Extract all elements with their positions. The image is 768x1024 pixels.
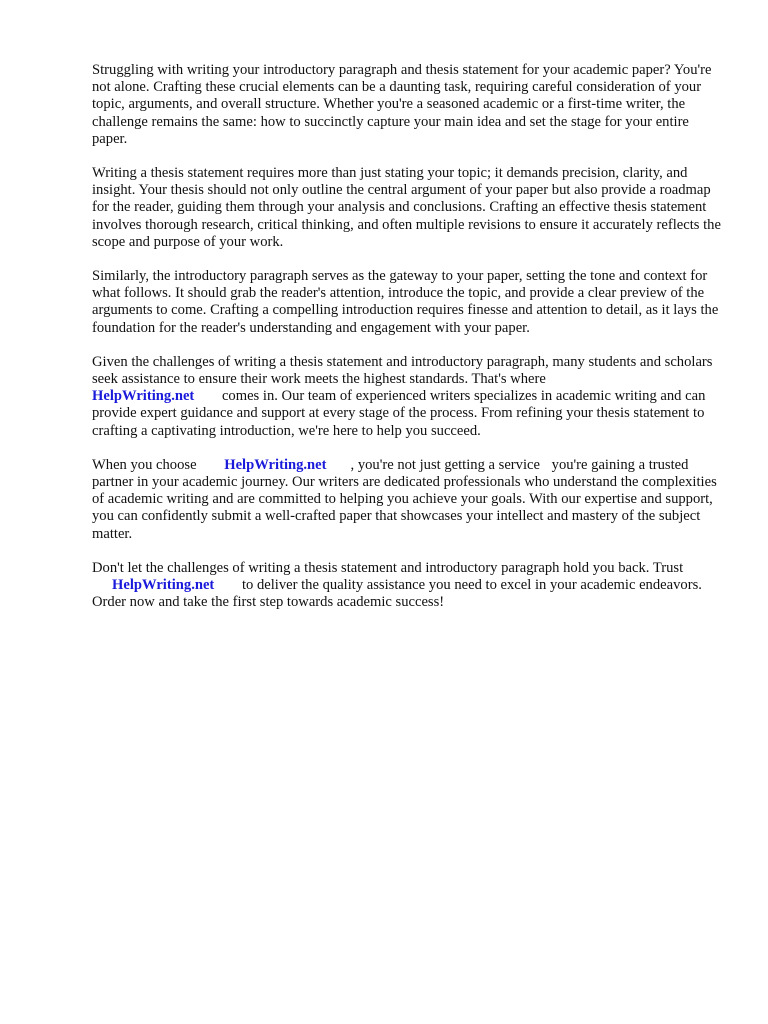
- paragraph-closing: [92, 560, 726, 612]
- paragraph-intro-text: Struggling with writing your introductory paragraph and thesis statement for your academic paper? You're not alone. Crafting these crucial elements can be a daunting task, requiring careful consideration of your topic, arguments, and overall structure. Whether you're a seasoned academic or a first-time writer, the challenge remains the same: how to succinctly capture your main idea and set the stage for your entire paper.: [92, 62, 712, 147]
- helpwriting-link[interactable]: HelpWriting.net: [112, 577, 215, 594]
- paragraph-choose: [92, 457, 726, 543]
- paragraph-choose-text-mid: , you're not just getting a service: [350, 456, 540, 473]
- paragraph-intro: [92, 62, 726, 148]
- paragraph-closing-text-after: to deliver the quality assistance you need to excel in your academic endeavors. Order now and take the first step towards academic success!: [92, 577, 702, 611]
- paragraph-assistance-text-before: Given the challenges of writing a thesis statement and introductory paragraph, many students and scholars seek assistance to ensure their work meets the highest standards. That's where: [92, 353, 713, 388]
- paragraph-thesis: [92, 165, 726, 251]
- paragraph-assistance-text-after: comes in. Our team of experienced writers specializes in academic writing and can provide expert guidance and support at every stage of the process. From refining your thesis statement to crafting a captivating introduction, we're here to help you succeed.: [92, 388, 706, 439]
- paragraph-choose-text-after: you're gaining a trusted partner in your academic journey. Our writers are dedicated professionals who understand the complexities of academic writing and are committed to helping you achieve your goals. With our expertise and support, you can confidently submit a well-crafted paper that showcases your intellect and mastery of the subject matter.: [92, 456, 717, 542]
- helpwriting-link[interactable]: HelpWriting.net: [92, 388, 195, 405]
- paragraph-assistance: [92, 354, 726, 440]
- paragraph-introduction-text: Similarly, the introductory paragraph serves as the gateway to your paper, setting the tone and context for what follows. It should grab the reader's attention, introduce the topic, and provide a clear preview of the arguments to come. Crafting a compelling introduction requires finesse and attention to detail, as it lays the foundation for the reader's understanding and engagement with your paper.: [92, 268, 719, 336]
- paragraph-closing-text-before: Don't let the challenges of writing a thesis statement and introductory paragraph hold you back. Trust: [92, 559, 684, 576]
- paragraph-choose-text-before: When you choose: [92, 456, 197, 473]
- helpwriting-link[interactable]: HelpWriting.net: [224, 456, 327, 473]
- paragraph-thesis-text: Writing a thesis statement requires more than just stating your topic; it demands precision, clarity, and insight. Your thesis should not only outline the central argument of your paper but also provide a roadmap for the reader, guiding them through your analysis and conclusions. Crafting an effective thesis statement involves thorough research, critical thinking, and often multiple revisions to ensure it accurately reflects the scope and purpose of your work.: [92, 165, 721, 250]
- document-page: [92, 62, 726, 628]
- paragraph-introduction: [92, 268, 726, 337]
